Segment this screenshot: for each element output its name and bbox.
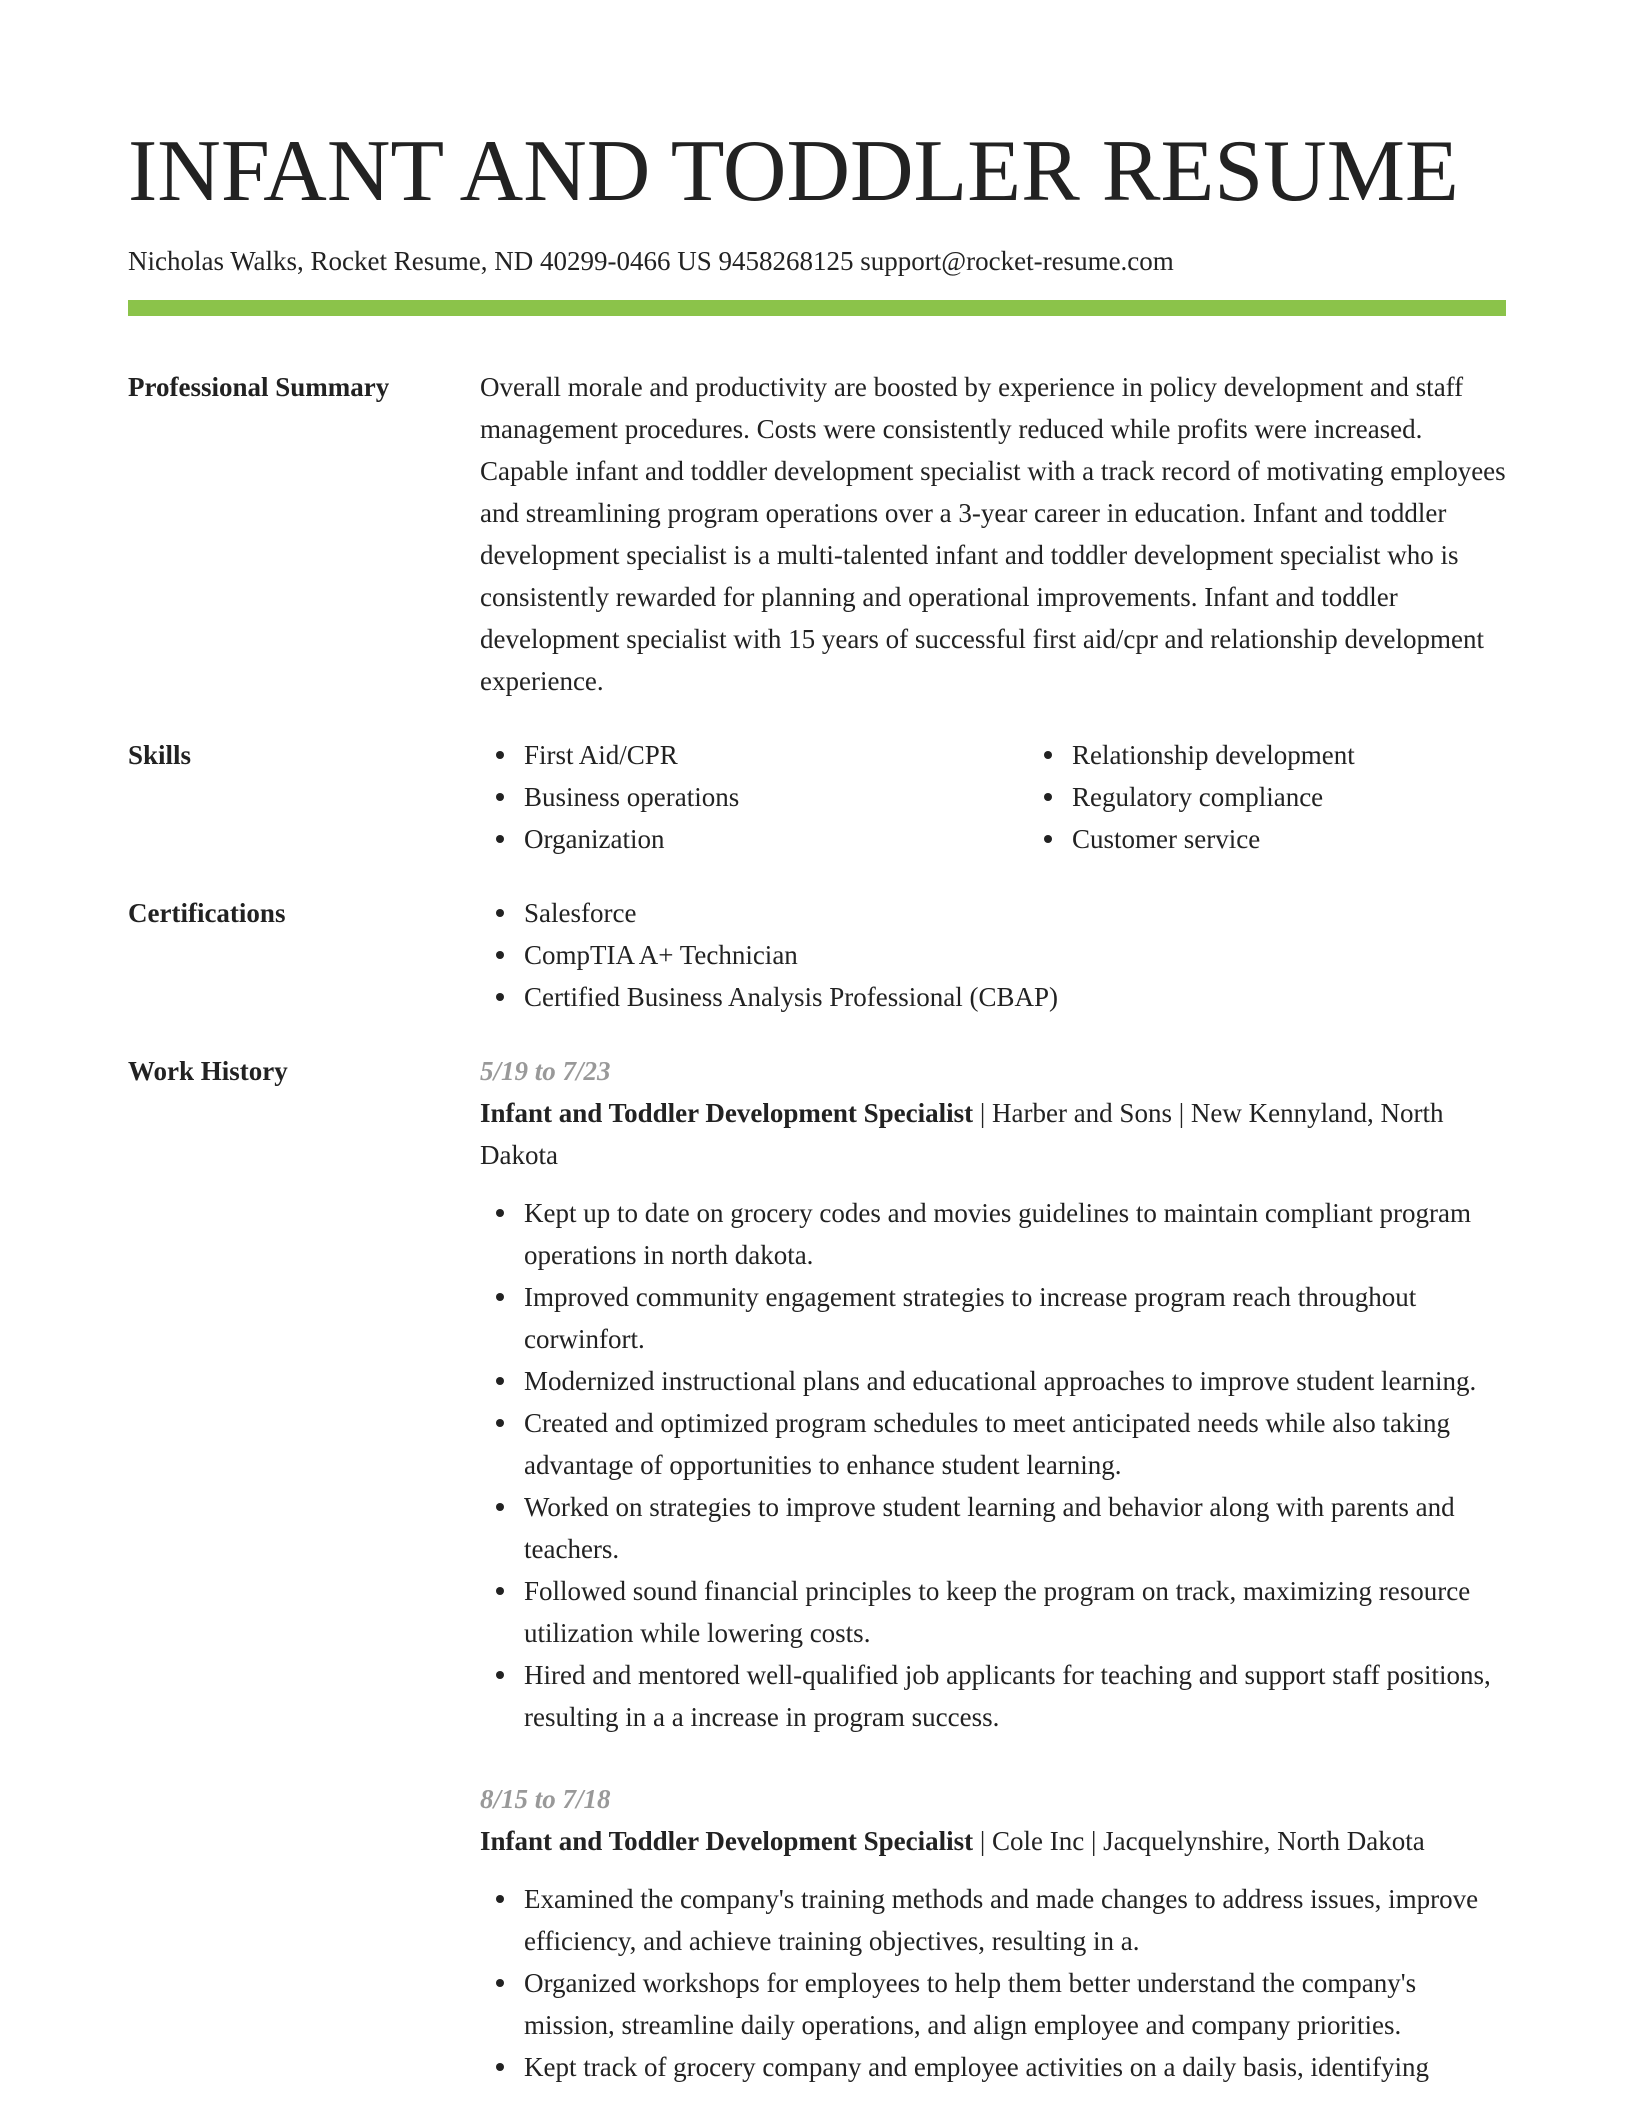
section-heading: Work History <box>128 1056 288 1086</box>
job-bullet: Examined the company's training methods and made changes to address issues, improve efficiency, and achieve training objectives, resulting in a. <box>524 1878 1506 1962</box>
summary-text: Overall morale and productivity are boosted by experience in policy development and staff management procedures. Costs were consistently reduced while profits were increased. Capable infant and toddler development specialist with a track record of motivating employees and streamlining program operations over a 3-year career in education. Infant and toddler development specialist is a multi-talented infant and toddler development specialist who is consistently rewarded for planning and operational improvements. Infant and toddler development specialist with 15 years of successful first aid/cpr and relationship development experience. <box>480 372 1506 696</box>
job-bullet: Hired and mentored well-qualified job applicants for teaching and support staff positions, resulting in a a increase in program success. <box>524 1654 1506 1738</box>
job-details: | Harber and Sons | New Kennyland, North Dakota <box>480 1098 1444 1170</box>
job-details: | Cole Inc | Jacquelynshire, North Dakota <box>973 1826 1425 1856</box>
skill-item: First Aid/CPR <box>524 734 1028 776</box>
skills-grid <box>480 734 1576 860</box>
certifications-list <box>480 892 1506 1018</box>
contact-line: Nicholas Walks, Rocket Resume, ND 40299-0466 US 9458268125 support@rocket-resume.com <box>128 246 1174 276</box>
job-heading <box>480 1092 1506 1176</box>
section-heading: Certifications <box>128 898 286 928</box>
skills-section <box>128 734 1506 860</box>
certification-item: Certified Business Analysis Professional (CBAP) <box>524 976 1506 1018</box>
job-dates: 8/15 to 7/18 <box>480 1784 611 1814</box>
job-bullet: Followed sound financial principles to keep the program on track, maximizing resource utilization while lowering costs. <box>524 1570 1506 1654</box>
skill-item: Regulatory compliance <box>1072 776 1576 818</box>
job-bullet: Kept track of grocery company and employee activities on a daily basis, identifying <box>524 2046 1506 2088</box>
job-bullets <box>480 1878 1506 2088</box>
certifications-section <box>128 892 1506 1018</box>
job-bullet: Worked on strategies to improve student learning and behavior along with parents and teachers. <box>524 1486 1506 1570</box>
skill-item: Organization <box>524 818 1028 860</box>
job-title: Infant and Toddler Development Specialist <box>480 1098 974 1128</box>
job-entry <box>480 1778 1506 2088</box>
job-bullet: Kept up to date on grocery codes and movies guidelines to maintain compliant program operations in north dakota. <box>524 1192 1506 1276</box>
resume-title: INFANT AND TODDLER RESUME <box>128 123 1459 220</box>
job-dates: 5/19 to 7/23 <box>480 1056 611 1086</box>
skill-item: Business operations <box>524 776 1028 818</box>
skills-list-right <box>1028 734 1576 860</box>
professional-summary-section <box>128 366 1506 702</box>
job-bullets <box>480 1192 1506 1738</box>
skill-item: Relationship development <box>1072 734 1576 776</box>
skill-item: Customer service <box>1072 818 1576 860</box>
section-heading: Professional Summary <box>128 372 390 402</box>
header-divider <box>128 300 1506 316</box>
job-entry <box>480 1050 1506 1738</box>
job-bullet: Improved community engagement strategies to increase program reach throughout corwinfort. <box>524 1276 1506 1360</box>
job-bullet: Created and optimized program schedules to meet anticipated needs while also taking advantage of opportunities to enhance student learning. <box>524 1402 1506 1486</box>
job-title: Infant and Toddler Development Specialist <box>480 1826 974 1856</box>
skills-list-left <box>480 734 1028 860</box>
work-history-section <box>128 1050 1506 2128</box>
job-heading <box>480 1820 1506 1862</box>
job-bullet: Organized workshops for employees to help them better understand the company's mission, streamline daily operations, and align employee and company priorities. <box>524 1962 1506 2046</box>
resume-page <box>128 0 1506 2128</box>
job-bullet: Modernized instructional plans and educational approaches to improve student learning. <box>524 1360 1506 1402</box>
section-heading: Skills <box>128 740 192 770</box>
certification-item: Salesforce <box>524 892 1506 934</box>
certification-item: CompTIA A+ Technician <box>524 934 1506 976</box>
